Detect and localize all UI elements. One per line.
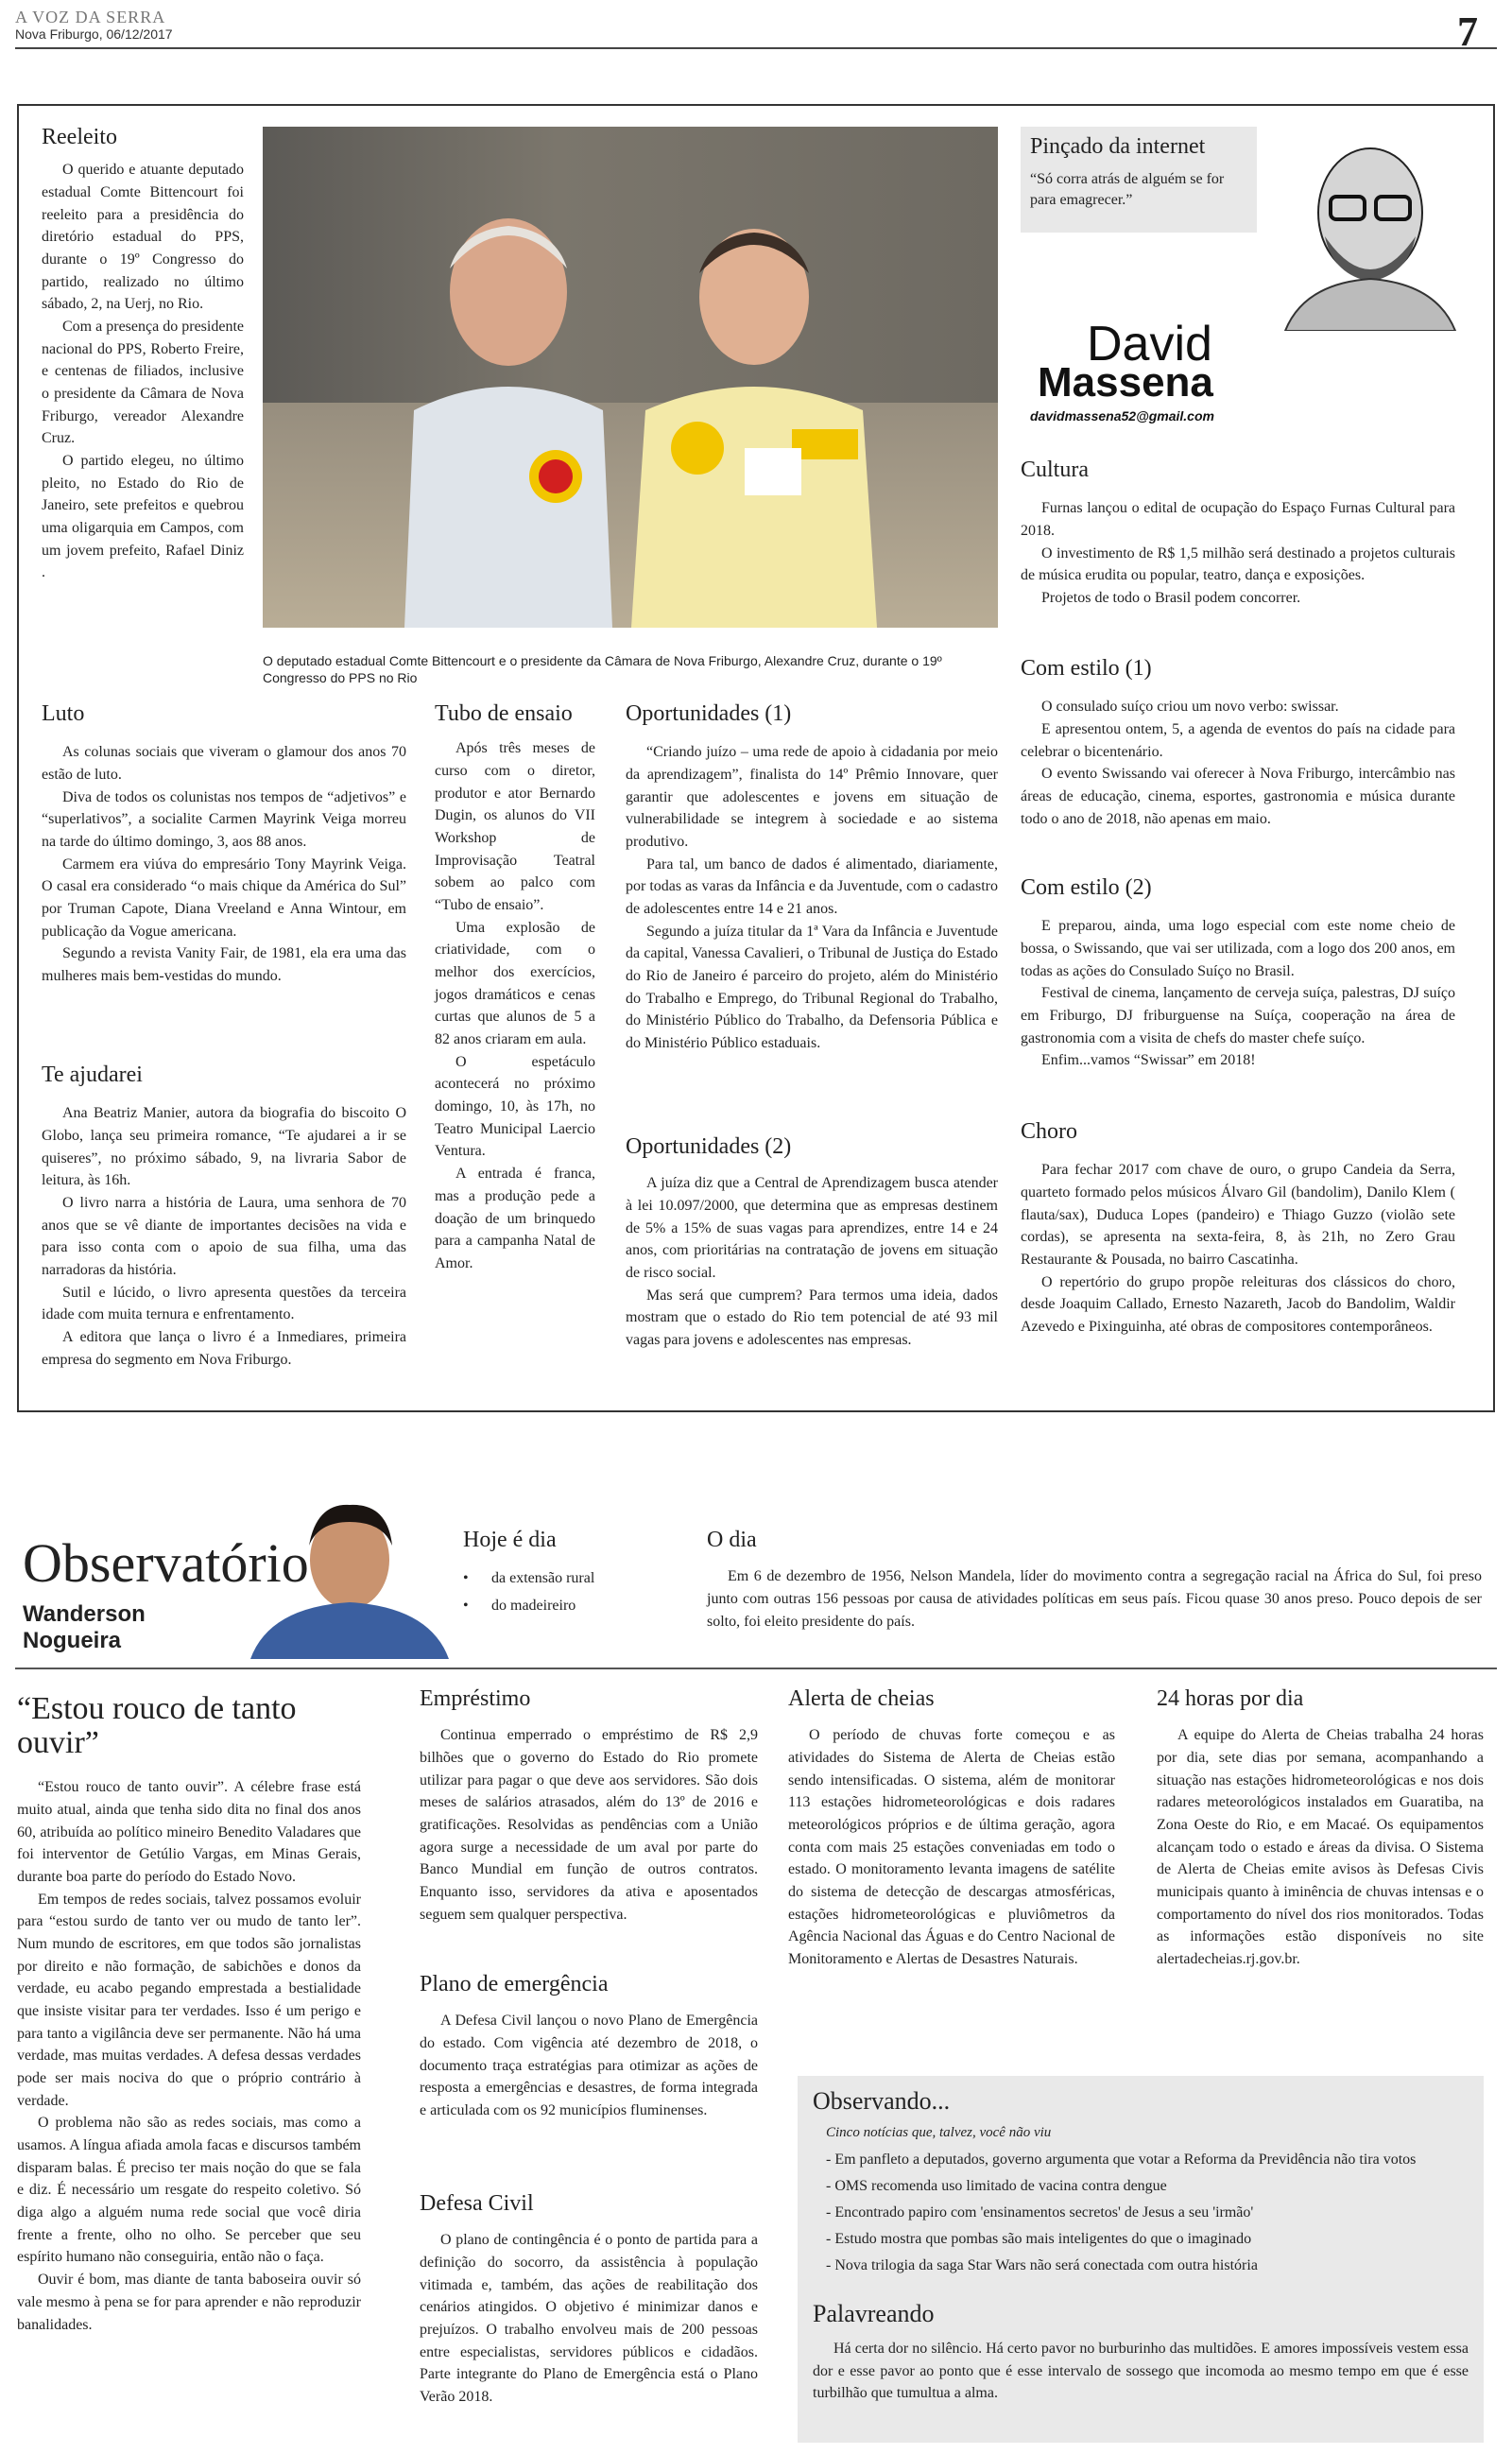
section-alerta-de-cheias bbox=[788, 1686, 1115, 1971]
paragraph: O consulado suíço criou um novo verbo: swissar. bbox=[1041, 699, 1339, 716]
paragraph: Segundo a revista Vanity Fair, de 1981, ela era uma das mulheres mais bem-vestidas do mundo. bbox=[42, 945, 406, 985]
paragraph: A editora que lança o livro é a Inmediares, primeira empresa do segmento em Nova Friburgo. bbox=[42, 1329, 406, 1368]
paragraph: A juíza diz que a Central de Aprendizagem busca atender à lei 10.097/2000, que determina que as empresas destinem de 5% a 15% de suas vagas para aprendizes, entre 14 e 24 anos, com prioritárias na contratação de jovens em situação de risco social. bbox=[626, 1175, 998, 1282]
section-title: Empréstimo bbox=[420, 1686, 531, 1711]
paragraph: A equipe do Alerta de Cheias trabalha 24 horas por dia, sete dias por semana, acompanhando a situação nas estações hidrometeorológicas e nos dois radares meteorológicos instalados em Guaratiba, na Zona Oeste do Rio, e em Macaé. Os equipamentos alcançam todo o estado e áreas da divisa. O Sistema de Alerta de Cheias emite avisos às Defesas Civis municipais quanto à iminência de chuvas intensas e o comportamento do nível dos rios monitorados. Todas as informações estão disponíveis no site alertadecheias.rj.gov.br. bbox=[1157, 1727, 1484, 1968]
paragraph: Mas será que cumprem? Para termos uma ideia, dados mostram que o estado do Rio tem potencial de até 93 mil vagas para jovens e adolescentes nas empresas. bbox=[626, 1287, 998, 1349]
section-tubo-de-ensaio bbox=[435, 701, 595, 1275]
section-te-ajudarei bbox=[42, 1063, 406, 1371]
paragraph: Ouvir é bom, mas diante de tanta baboseira ouvir só vale mesmo à pena se for para aprender e não reproduzir banalidades. bbox=[17, 2272, 361, 2333]
paragraph: Com a presença do presidente nacional do PPS, Roberto Freire, e centenas de filiados, inclusive o presidente da Câmara de Nova Friburgo, vereador Alexandre Cruz. bbox=[42, 319, 244, 447]
paragraph: Carmem era viúva do empresário Tony Mayrink Veiga. O casal era considerado “o mais chique da América do Sul” por Truman Capote, Diana Vreeland e Anna Wintour, em publicação da Vogue americana. bbox=[42, 855, 406, 940]
section-title: Cultura bbox=[1021, 458, 1089, 482]
section-estou-rouco bbox=[17, 1692, 361, 2336]
section-title: Palavreando bbox=[813, 2300, 935, 2327]
paragraph: “Estou rouco de tanto ouvir”. A célebre frase está muito atual, ainda que tenha sido dita no final dos anos 60, atribuída ao político mineiro Benedito Valadares que foi interventor de Getúlio Vargas, em Minas Gerais, durante boa parte do período do Estado Novo. bbox=[17, 1779, 361, 1886]
newspaper-name: A VOZ DA SERRA bbox=[15, 8, 166, 26]
section-choro bbox=[1021, 1119, 1455, 1339]
section-hoje-e-dia bbox=[463, 1528, 699, 1620]
paragraph: Em 6 de dezembro de 1956, Nelson Mandela, líder do movimento contra a segregação racial na África do Sul, foi preso junto com outras 156 pessoas por causa de atividades políticas em seus país. Ficou quase 30 anos preso. Pouco depois de ser solto, foi eleito presidente do país. bbox=[707, 1568, 1482, 1630]
author-email: davidmassena52@gmail.com bbox=[1030, 408, 1214, 423]
section-reeleito bbox=[42, 125, 244, 584]
section-com-estilo-1 bbox=[1021, 656, 1455, 830]
paragraph: As colunas sociais que viveram o glamour dos anos 70 estão de luto. bbox=[42, 744, 406, 784]
paragraph: A Defesa Civil lançou o novo Plano de Emergência do estado. Com vigência até dezembro de 2018, o documento traça estratégias para otimizar as ações de resposta a emergências e desastres, de forma integrada e articulada com os 92 municípios fluminenses. bbox=[420, 2013, 758, 2119]
paragraph: Diva de todos os colunistas nos tempos de “adjetivos” e “superlativos”, a socialite Carmen Mayrink Veiga morreu na tarde do último domingo, 3, aos 88 anos. bbox=[42, 788, 406, 851]
columnist-portrait bbox=[250, 1494, 449, 1659]
paragraph: Projetos de todo o Brasil podem concorrer. bbox=[1041, 590, 1301, 607]
section-title: Alerta de cheias bbox=[788, 1686, 935, 1711]
list-item: • da extensão rural bbox=[463, 1565, 699, 1593]
paragraph: O partido elegeu, no último pleito, no Estado do Rio de Janeiro, sete prefeitos e quebrou uma oligarquia em Campos, com um jovem prefeito, Rafael Diniz . bbox=[42, 453, 244, 581]
section-luto bbox=[42, 701, 406, 988]
paragraph: Após três meses de curso com o diretor, produtor e ator Bernardo Dugin, os alunos do VII Workshop de Improvisação Teatral sobem ao palco com “Tubo de ensaio”. bbox=[435, 740, 595, 914]
paragraph: O investimento de R$ 1,5 milhão será destinado a projetos culturais de música erudita ou popular, teatro, dança e exposições. bbox=[1021, 544, 1455, 584]
paragraph: O período de chuvas forte começou e as atividades do Sistema de Alerta de Cheias estão sendo intensificadas. O sistema, além de monitorar 113 estações hidrometeorológicas e dois radares meteorológicos próprios e de última geração, agora conta com mais 25 estações conveniadas em todo o estado. O monitoramento levanta imagens de satélite do sistema de detecção de descargas atmosféricas, estações hidrometeorológicas e pluviômetros da Agência Nacional das Águas e do Centro Nacional de Monitoramento e Alertas de Desastres Naturais. bbox=[788, 1727, 1115, 1968]
paragraph: O espetáculo acontecerá no próximo domingo, 10, às 17h, no Teatro Municipal Laercio Ventura. bbox=[435, 1053, 595, 1160]
paragraph: Para fechar 2017 com chave de ouro, o grupo Candeia da Serra, quarteto formado pelos músicos Álvaro Gil (bandolim), Danilo Klem ( flauta/sax), Duduca Lopes (pandeiro) e Thiago Guzzo (violão sete cordas), se apresenta na sexta-feira, 8, às 21h, no Zero Grau Restaurante & Pousada, no bairro Cascatinha. bbox=[1021, 1162, 1455, 1269]
paragraph: Continua emperrado o empréstimo de R$ 2,9 bilhões que o governo do Estado do Rio promete utilizar para pagar o que deve aos servidores. São dois meses de salários atrasados, além do 13º de 2016 e gratificações. Resolvidas as pendências com a União agora surge a necessidade de um aval por parte do Banco Mundial em função de outros contratos. Enquanto isso, servidores da ativa e aposentados seguem sem qualquer perspectiva. bbox=[420, 1727, 758, 1923]
pincado-title: Pinçado da internet bbox=[1030, 134, 1206, 159]
paragraph: O repertório do grupo propõe releituras dos clássicos do choro, desde Joaquim Callado, Ernesto Nazareth, Jacob do Bandolim, Waldir Azevedo e Pixinguinha, até obras de compositores contemporâneos. bbox=[1021, 1273, 1455, 1336]
list-item: - Estudo mostra que pombas são mais inteligentes do que o imaginado bbox=[826, 2231, 1252, 2247]
paragraph: Uma explosão de criatividade, com o melhor dos exercícios, jogos dramáticos e cenas curtas que alunos de 5 a 82 anos criaram em aula. bbox=[435, 919, 595, 1048]
section-oportunidades-1 bbox=[626, 701, 998, 1055]
section-title: Oportunidades (2) bbox=[626, 1134, 792, 1159]
paragraph: E apresentou ontem, 5, a agenda de eventos do país na cidade para celebrar o bicentenário. bbox=[1021, 721, 1455, 760]
paragraph: “Criando juízo – uma rede de apoio à cidadania por meio da aprendizagem”, finalista do 14º Prêmio Innovare, quer garantir que adolescentes e jovens em situação de vulnerabilidade se integrem à sociedade e ao sistema produtivo. bbox=[626, 744, 998, 851]
section-o-dia bbox=[707, 1528, 1482, 1633]
section-title: Te ajudarei bbox=[42, 1063, 143, 1087]
paragraph: O livro narra a história de Laura, uma senhora de 70 anos que se vê diante de importantes decisões na vida e para isso conta com o apoio de sua filha, uma das narradoras da história. bbox=[42, 1195, 406, 1279]
section-title: Com estilo (2) bbox=[1021, 875, 1152, 900]
photo-caption: O deputado estadual Comte Bittencourt e o presidente da Câmara de Nova Friburgo, Alexandre Cruz, durante o 19º Congresso do PPS no Rio bbox=[263, 653, 942, 686]
observatorio-rule bbox=[15, 1668, 1497, 1669]
paragraph: O plano de contingência é o ponto de partida para a definição do socorro, da assistência à população vitimada e, também, das ações de reabilitação dos cenários atingidos. O objetivo é minimizar danos e prejuízos. O trabalho envolveu mais de 200 pessoas entre especialistas, servidores públicos e cidadãos. Parte integrante do Plano de Emergência está o Plano Verão 2018. bbox=[420, 2232, 758, 2406]
pincado-box bbox=[1021, 127, 1257, 233]
list-item: - OMS recomenda uso limitado de vacina contra dengue bbox=[826, 2178, 1167, 2194]
section-title: Luto bbox=[42, 701, 85, 726]
section-plano-de-emergencia bbox=[420, 1972, 758, 2122]
congress-photo bbox=[263, 127, 998, 628]
section-emprestimo bbox=[420, 1686, 758, 1926]
pincado-quote: “Só corra atrás de alguém se for para emagrecer.” bbox=[1030, 171, 1225, 208]
author-first-name: David bbox=[1087, 317, 1212, 372]
section-com-estilo-2 bbox=[1021, 875, 1455, 1072]
paragraph: Furnas lançou o edital de ocupação do Espaço Furnas Cultural para 2018. bbox=[1021, 500, 1455, 540]
author-last-name: Massena bbox=[1038, 359, 1213, 406]
paragraph: Para tal, um banco de dados é alimentado, diariamente, por todas as varas da Infância e da Juventude, com o cadastro de adolescentes entre 14 e 21 anos. bbox=[626, 855, 998, 918]
observatorio-author bbox=[23, 1601, 146, 1653]
person-figure-left bbox=[404, 202, 612, 628]
section-cultura bbox=[1021, 458, 1455, 610]
author-portrait bbox=[1266, 123, 1474, 331]
section-title: Tubo de ensaio bbox=[435, 701, 573, 726]
list-item: • do madeireiro bbox=[463, 1593, 699, 1620]
paragraph: Enfim...vamos “Swissar” em 2018! bbox=[1041, 1052, 1256, 1069]
paragraph: Festival de cinema, lançamento de cerveja suíça, palestras, DJ suíço em Friburgo, DJ friburguense na Suíça, cooperação na área de gastronomia com a visita de chefs do master chefe suíço. bbox=[1021, 985, 1455, 1046]
section-title: Com estilo (1) bbox=[1021, 656, 1152, 681]
paragraph: A entrada é franca, mas a produção pede a doação de um brinquedo para a campanha Natal de Amor. bbox=[435, 1166, 595, 1271]
observando-intro: Cinco notícias que, talvez, você não viu bbox=[826, 2125, 1052, 2140]
paragraph: O evento Swissando vai oferecer à Nova Friburgo, intercâmbio nas áreas de educação, cinema, esportes, gastronomia e música durante todo o ano de 2018, não apenas em maio. bbox=[1021, 766, 1455, 827]
header-rule bbox=[15, 47, 1497, 49]
section-defesa-civil bbox=[420, 2191, 758, 2409]
section-title: Oportunidades (1) bbox=[626, 701, 792, 726]
paragraph: Sutil e lúcido, o livro apresenta questões da terceira idade com muita ternura e enfrentamento. bbox=[42, 1284, 406, 1323]
section-title: “Estou rouco de tanto ouvir” bbox=[17, 1691, 297, 1760]
list-item: - Em panfleto a deputados, governo argumenta que votar a Reforma da Previdência não tira votos bbox=[826, 2152, 1417, 2168]
author-line: Wanderson bbox=[23, 1601, 146, 1627]
paragraph: Em tempos de redes sociais, talvez possamos evoluir para “estou surdo de tanto ver ou mudo de tanto ler”. Num mundo de escritores, em que todos são jornalistas por direito e não formação, de sabichões e donos da verdade, eu acabo pegando emprestada a bestialidade que insiste visitar para ter verdades. Isso é um perigo e para tanto a vigilância deve ser permanente. Não há uma verdade, mas muitas verdades. A defesa dessas verdades pode ser mais nociva do que o próprio contrário à verdade. bbox=[17, 1891, 361, 2109]
section-title: Defesa Civil bbox=[420, 2191, 534, 2216]
list-item: - Nova trilogia da saga Star Wars não será conectada com outra história bbox=[826, 2257, 1258, 2273]
section-24-horas bbox=[1157, 1686, 1484, 1971]
section-title: Choro bbox=[1021, 1119, 1077, 1144]
author-line: Nogueira bbox=[23, 1627, 122, 1653]
page-number: 7 bbox=[1457, 9, 1478, 55]
paragraph: Há certa dor no silêncio. Há certo pavor no burburinho das multidões. E amores impossíveis vestem essa dor e esse pavor ao ponto que é esse intervalo de sossego que incomoda ao mesmo tempo em que é esse turbilhão que tumultua a alma. bbox=[813, 2341, 1469, 2402]
section-title: 24 horas por dia bbox=[1157, 1686, 1304, 1711]
paragraph: Segundo a juíza titular da 1ª Vara da Infância e Juventude da capital, Vanessa Cavalieri, o Tribunal de Justiça do Estado do Rio de Janeiro é parceiro do projeto, além do Ministério do Trabalho e Emprego, do Tribunal Regional do Trabalho, do Ministério Público do Trabalho, da Defensoria Pública e do Ministério Público estaduais. bbox=[626, 923, 998, 1052]
edition-date: Nova Friburgo, 06/12/2017 bbox=[15, 26, 173, 42]
section-title: Reeleito bbox=[42, 125, 117, 149]
section-title: Observando... bbox=[813, 2087, 951, 2115]
section-title: O dia bbox=[707, 1528, 757, 1552]
section-title: Plano de emergência bbox=[420, 1972, 609, 1996]
person-figure-right bbox=[631, 212, 877, 628]
paragraph: O problema não são as redes sociais, mas como a usamos. A língua afiada amola facas e discursos também disparam balas. É preciso ter mais noção do que se fala e diz. É necessário um resgate do respeito coletivo. Só diga algo a alguém numa rede social que você diria frente a frente, olho no olho. Se perceber que seu espírito humano não conseguiria, então não o faça. bbox=[17, 2115, 361, 2266]
section-oportunidades-2 bbox=[626, 1134, 998, 1352]
paragraph: O querido e atuante deputado estadual Comte Bittencourt foi reeleito para a presidência do diretório estadual do PPS, durante o 19º Congresso do partido, realizado no último sábado, 2, na Uerj, no Rio. bbox=[42, 162, 244, 313]
observatorio-title: Observatório bbox=[23, 1532, 309, 1594]
paragraph: Ana Beatriz Manier, autora da biografia do biscoito O Globo, lança seu primeira romance, “Te ajudarei a ir se quiseres”, no próximo sábado, 9, na livraria Sabor de leitura, às 16h. bbox=[42, 1105, 406, 1189]
list-item: - Encontrado papiro com 'ensinamentos secretos' de Jesus a seu 'irmão' bbox=[826, 2204, 1254, 2221]
observando-box bbox=[798, 2076, 1484, 2443]
paragraph: E preparou, ainda, uma logo especial com este nome cheio de bossa, o Swissando, que vai ser utilizada, com a logo dos 200 anos, em todas as ações do Consulado Suíço no Brasil. bbox=[1021, 918, 1455, 979]
section-title: Hoje é dia bbox=[463, 1528, 557, 1552]
